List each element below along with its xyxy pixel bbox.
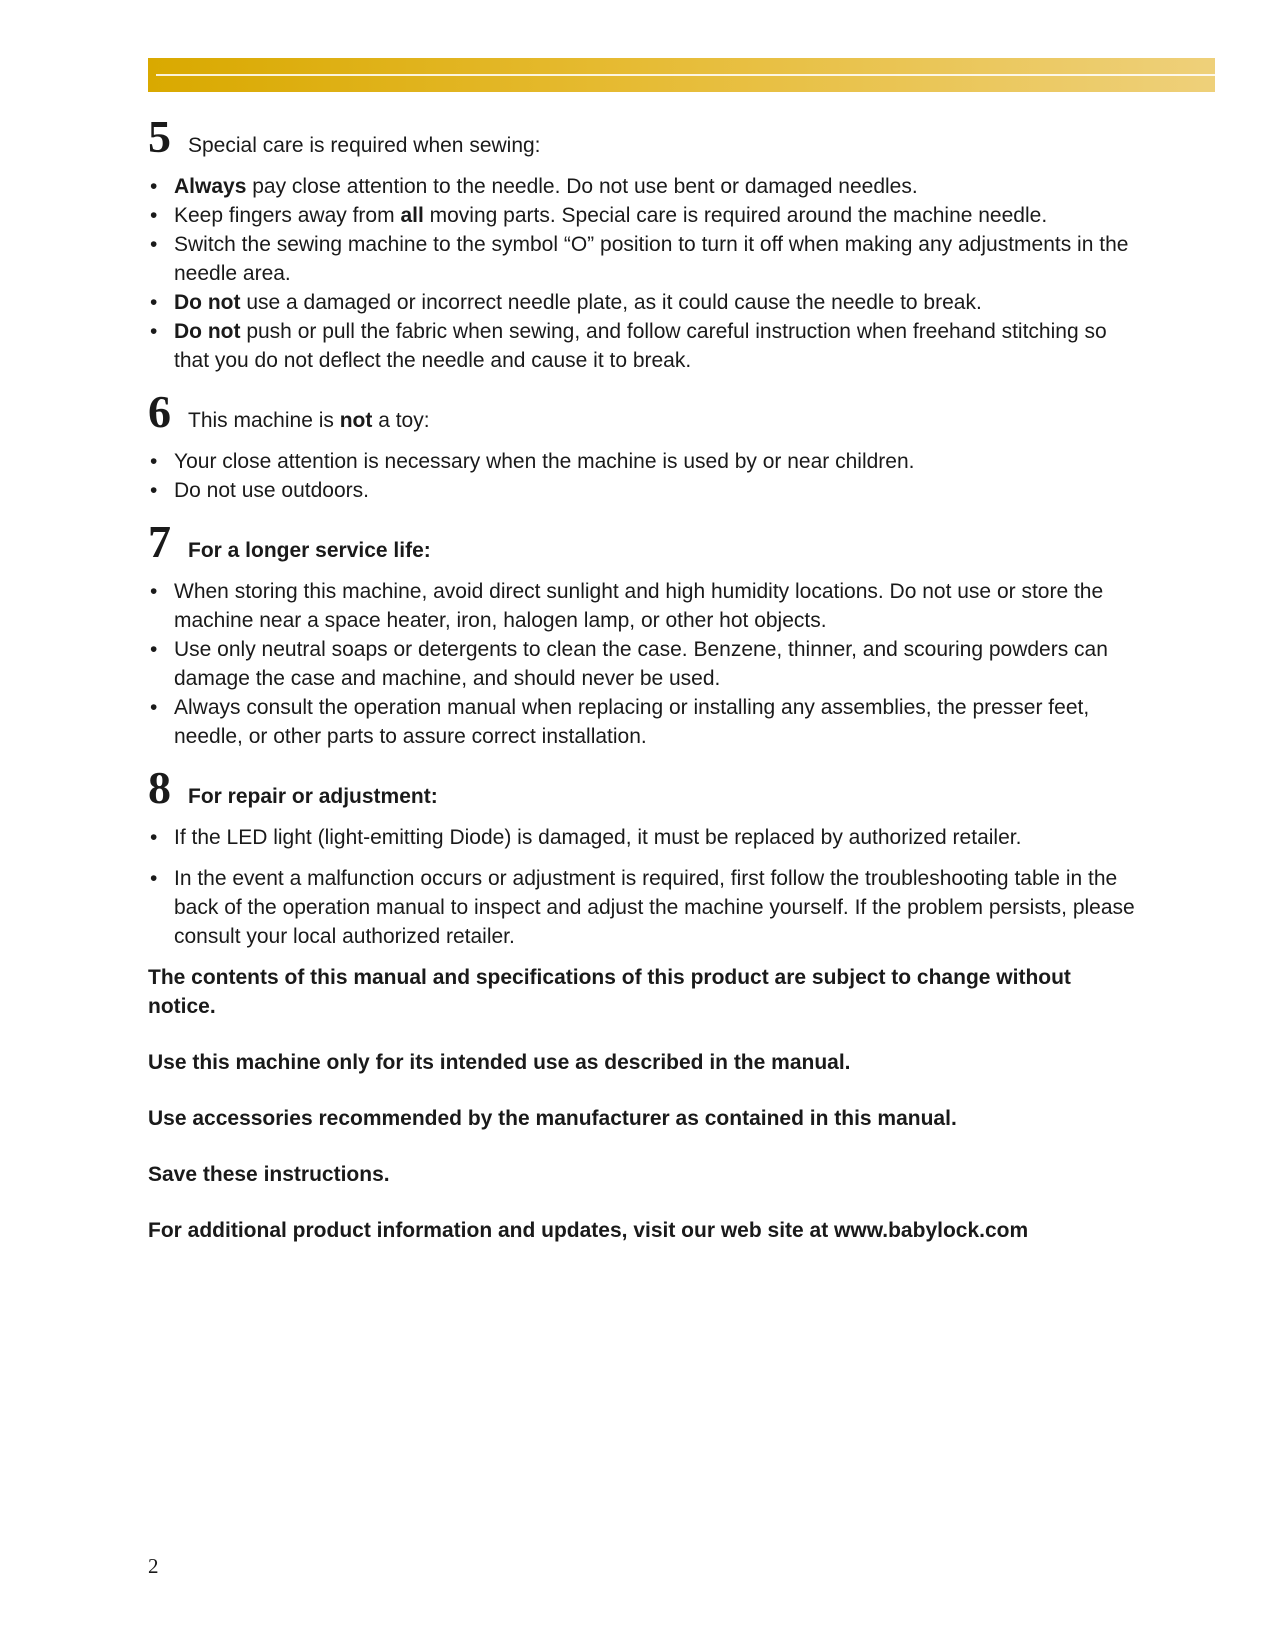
- bullet-list: [148, 823, 1138, 951]
- section-title: For repair or adjustment:: [188, 785, 438, 808]
- list-item: • When storing this machine, avoid direct sunlight and high humidity locations. Do not use or store the machine near a space heater, iron, halogen lamp, or other hot objects.: [148, 577, 1138, 635]
- section-heading: [148, 110, 1138, 164]
- section-number: 7: [148, 516, 171, 567]
- section-title: For a longer service life:: [188, 539, 431, 562]
- list-item: • Always consult the operation manual when replacing or installing any assemblies, the presser feet, needle, or other parts to assure correct installation.: [148, 693, 1138, 751]
- list-item: • Always pay close attention to the needle. Do not use bent or damaged needles.: [148, 172, 1138, 201]
- section-7: [148, 515, 1138, 751]
- section-number: 8: [148, 762, 171, 813]
- section-6: [148, 385, 1138, 505]
- section-5: [148, 110, 1138, 375]
- list-item: • Switch the sewing machine to the symbol “O” position to turn it off when making any adjustments in the needle area.: [148, 230, 1138, 288]
- bullet-list: [148, 447, 1138, 505]
- list-item: • In the event a malfunction occurs or adjustment is required, first follow the troubleshooting table in the back of the operation manual to inspect and adjust the machine yourself. If the problem persists, please consult your local authorized retailer.: [148, 864, 1138, 951]
- list-item: • Do not use a damaged or incorrect needle plate, as it could cause the needle to break.: [148, 288, 1138, 317]
- list-item: • If the LED light (light-emitting Diode) is damaged, it must be replaced by authorized retailer.: [148, 823, 1138, 852]
- notice-text: Use accessories recommended by the manufacturer as contained in this manual.: [148, 1107, 957, 1130]
- page-content: [148, 110, 1138, 1272]
- section-number: 5: [148, 111, 171, 162]
- section-number: 6: [148, 386, 171, 437]
- notice-text: Use this machine only for its intended use as described in the manual.: [148, 1051, 851, 1074]
- header-bar: [148, 58, 1215, 92]
- bullet-list: [148, 172, 1138, 375]
- notice-text: Save these instructions.: [148, 1163, 390, 1186]
- list-item: • Your close attention is necessary when the machine is used by or near children.: [148, 447, 1138, 476]
- notice-text: The contents of this manual and specifications of this product are subject to change without notice.: [148, 966, 1071, 1018]
- section-8: [148, 761, 1138, 951]
- section-title: This machine is not a toy:: [188, 409, 430, 432]
- section-title: Special care is required when sewing:: [188, 134, 541, 157]
- list-item: • Do not push or pull the fabric when sewing, and follow careful instruction when freehand stitching so that you do not deflect the needle and cause it to break.: [148, 317, 1138, 375]
- list-item: • Keep fingers away from all moving parts. Special care is required around the machine needle.: [148, 201, 1138, 230]
- website-notice: For additional product information and updates, visit our web site at www.babylock.com: [148, 1219, 1029, 1242]
- list-item: • Do not use outdoors.: [148, 476, 1138, 505]
- closing-notes: [148, 963, 1138, 1245]
- section-heading: [148, 761, 1138, 815]
- list-item: • Use only neutral soaps or detergents to clean the case. Benzene, thinner, and scouring powders can damage the case and machine, and should never be used.: [148, 635, 1138, 693]
- section-heading: [148, 515, 1138, 569]
- page-number: 2: [148, 1554, 159, 1578]
- section-heading: [148, 385, 1138, 439]
- header-bar-line: [156, 74, 1215, 76]
- bullet-list: [148, 577, 1138, 751]
